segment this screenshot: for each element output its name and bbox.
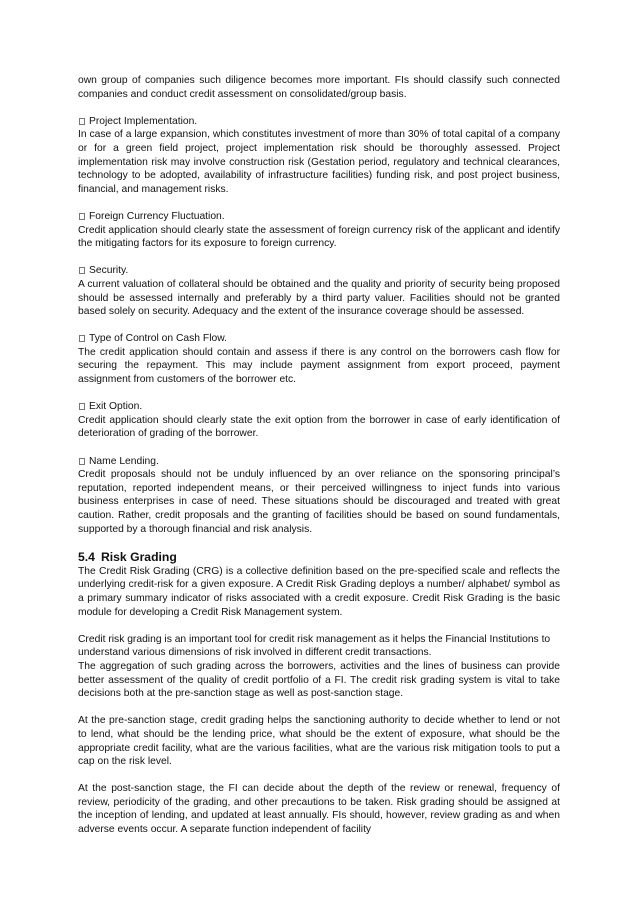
bullet-body: Credit application should clearly state the assessment of foreign currency risk of the applicant and identify the mitigating factors for its exposure to foreign currency.: [78, 224, 560, 250]
bullet-exit-option: [78, 400, 560, 441]
section-heading: [78, 550, 560, 565]
bullet-name-lending: [78, 455, 560, 537]
bullet-security: [78, 264, 560, 318]
checkbox-bullet-icon: [79, 267, 85, 274]
bullet-body: The credit application should contain and assess if there is any control on the borrowers cash flow for securing the repayment. This may include payment assignment from export proceed, payment assignment from customers of the borrower etc.: [78, 346, 560, 386]
bullet-foreign-currency: [78, 210, 560, 251]
bullet-project-implementation: [78, 115, 560, 197]
section-number: 5.4: [78, 549, 95, 564]
intro-paragraph: own group of companies such diligence becomes more important. FIs should classify such connected companies and conduct credit assessment on consolidated/group basis.: [78, 75, 560, 100]
bullet-body: In case of a large expansion, which constitutes investment of more than 30% of total capital of a company or for a green field project, project implementation risk should be thoroughly assessed. Project implementation risk may involve construction risk (Gestation period, regulatory and technical clearances, technology to be adopted, availability of infrastructure facilities) funding risk, and post project business, financial, and management risks.: [78, 129, 560, 195]
section-paragraph: The Credit Risk Grading (CRG) is a collective definition based on the pre-specified scale and reflects the underlying credit-risk for a given exposure. A Credit Risk Grading deploys a number/ alphabet/ symbol as a primary summary indicator of risks associated with a credit exposure. Credit Risk Grading is the basic module for developing a Credit Risk Management system.: [78, 565, 560, 618]
section-paragraph: At the post-sanction stage, the FI can decide about the depth of the review or renewal, frequency of review, periodicity of the grading, and other precautions to be taken. Risk grading should be assigned at the inception of lending, and updated at least annually. FIs should, however, review grading as and when adverse events occur. A separate function independent of facility: [78, 783, 560, 836]
bullet-heading: Name Lending.: [89, 455, 159, 467]
bullet-heading: Project Implementation.: [89, 115, 198, 127]
bullet-body: Credit proposals should not be unduly influenced by an over reliance on the sponsoring principal’s reputation, reported independent means, or their perceived willingness to inject funds into various business enterprises in case of need. These situations should be discouraged and treated with great caution. Rather, credit proposals and the granting of facilities should be based on sound fundamentals, supported by a thorough financial and risk analysis.: [78, 469, 560, 535]
bullet-heading: Security.: [89, 265, 129, 277]
checkbox-bullet-icon: [79, 213, 85, 220]
section-title: Risk Grading: [100, 549, 177, 564]
bullet-body: A current valuation of collateral should be obtained and the quality and priority of security being proposed should be assessed internally and preferably by a third party valuer. Facilities should not be granted based solely on security. Adequacy and the extent of the insurance coverage should be assessed.: [78, 278, 560, 318]
checkbox-bullet-icon: [79, 118, 85, 125]
section-paragraph: Credit risk grading is an important tool for credit risk management as it helps the Financial Institutions to understand various dimensions of risk involved in different credit transactions.: [78, 633, 551, 659]
bullet-heading: Foreign Currency Fluctuation.: [89, 210, 225, 222]
section-paragraph: At the pre-sanction stage, credit grading helps the sanctioning authority to decide whether to lend or not to lend, what should be the lending price, what should be the extent of exposure, what should be the appropriate credit facility, what are the various facilities, what are the various risk mitigation tools to put a cap on the risk level.: [78, 715, 560, 768]
checkbox-bullet-icon: [79, 335, 85, 342]
bullet-body: Credit application should clearly state the exit option from the borrower in case of early identification of deterioration of grading of the borrower.: [78, 414, 560, 440]
checkbox-bullet-icon: [79, 403, 85, 410]
bullet-heading: Exit Option.: [89, 401, 143, 413]
bullet-heading: Type of Control on Cash Flow.: [89, 333, 227, 345]
bullet-cash-flow-control: [78, 332, 560, 386]
checkbox-bullet-icon: [79, 458, 85, 465]
section-paragraph: The aggregation of such grading across the borrowers, activities and the lines of business can provide better assessment of the quality of credit portfolio of a FI. The credit risk grading system is vital to take decisions both at the pre-sanction stage as well as post-sanction stage.: [78, 660, 560, 700]
